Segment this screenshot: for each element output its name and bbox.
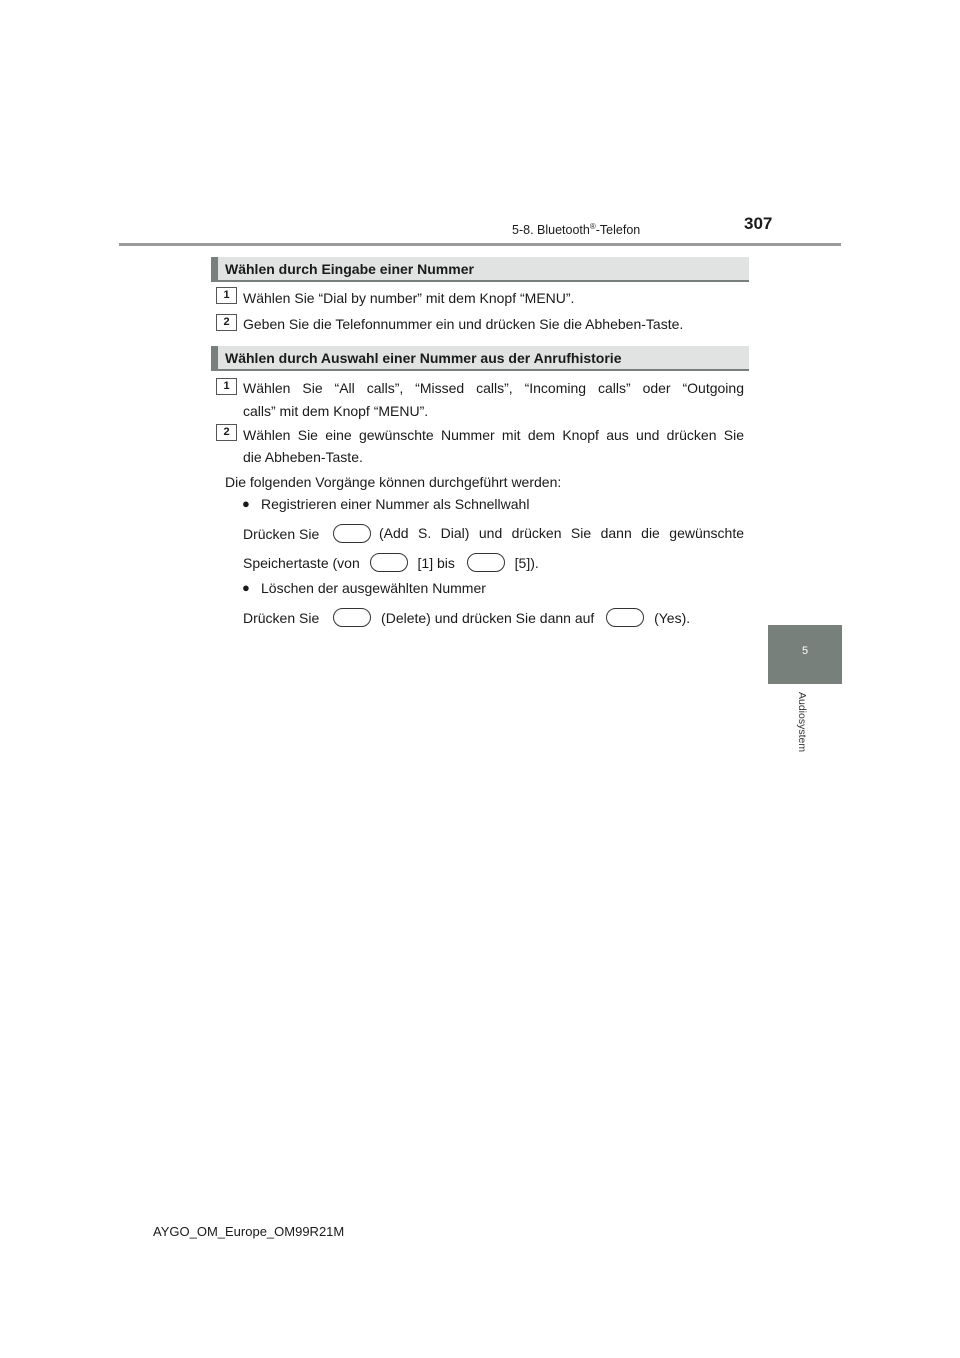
instruction-text: Drücken Sie — [243, 610, 320, 626]
step-number: 1 — [216, 287, 237, 304]
delete-button-icon — [333, 608, 371, 627]
step-text-line: calls” mit dem Knopf “MENU”. — [243, 403, 429, 419]
bullet-title: Registrieren einer Nummer als Schnellwahl — [261, 496, 530, 512]
instruction-text: Speichertaste (von — [243, 555, 360, 571]
chapter-label: Audiosystem — [796, 692, 808, 753]
yes-button-icon — [606, 608, 644, 627]
instruction-text: (Add S. Dial) und drücken Sie dann die gewünschte — [379, 525, 744, 541]
preset-5-button-icon — [467, 553, 505, 572]
header-divider — [119, 243, 841, 246]
instruction-line — [243, 524, 744, 544]
instruction-text: (Delete) und drücken Sie dann auf — [381, 610, 595, 626]
instruction-line — [243, 553, 539, 573]
bullet-icon: ● — [242, 496, 250, 511]
step-text-line: Wählen Sie eine gewünschte Nummer mit dem Knopf aus und drücken Sie — [243, 427, 744, 443]
add-speed-dial-button-icon — [333, 524, 371, 543]
chapter-tab — [768, 625, 842, 684]
bullet-icon: ● — [242, 580, 250, 595]
operations-intro: Die folgenden Vorgänge können durchgeführt werden: — [225, 474, 562, 490]
instruction-text: Drücken Sie — [243, 526, 320, 542]
bullet-title: Löschen der ausgewählten Nummer — [261, 580, 486, 596]
instruction-text: [1] bis — [417, 555, 455, 571]
instruction-text: (Yes). — [654, 610, 691, 626]
page-number: 307 — [744, 214, 773, 233]
step-text: Geben Sie die Telefonnummer ein und drücken Sie die Abheben-Taste. — [243, 316, 684, 332]
instruction-text: [5]). — [514, 555, 539, 571]
document-code: AYGO_OM_Europe_OM99R21M — [153, 1224, 345, 1239]
step-number: 1 — [216, 378, 237, 395]
running-header: 5-8. Bluetooth®-Telefon — [512, 222, 641, 238]
preset-1-button-icon — [370, 553, 408, 572]
section-header-dial-by-number: Wählen durch Eingabe einer Nummer — [211, 257, 749, 282]
instruction-line — [243, 608, 690, 628]
chapter-number: 5 — [801, 645, 809, 657]
step-number: 2 — [216, 314, 237, 331]
step-text-line: Wählen Sie “All calls”, “Missed calls”, “Incoming calls” oder “Outgoing — [243, 380, 744, 396]
section-header-call-history: Wählen durch Auswahl einer Nummer aus der Anrufhistorie — [211, 346, 749, 371]
step-number: 2 — [216, 424, 237, 441]
step-text-line: die Abheben-Taste. — [243, 449, 363, 465]
step-text: Wählen Sie “Dial by number” mit dem Knopf “MENU”. — [243, 290, 575, 306]
